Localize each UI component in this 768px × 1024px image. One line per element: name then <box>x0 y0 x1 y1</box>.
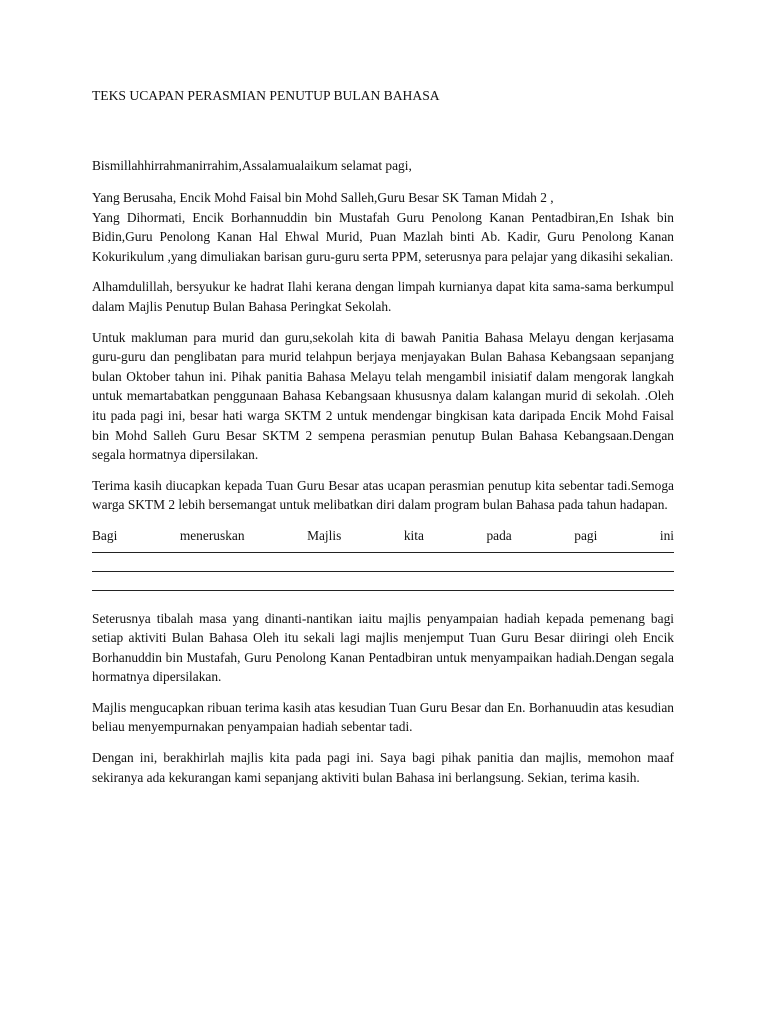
document-title: TEKS UCAPAN PERASMIAN PENUTUP BULAN BAHASA <box>92 88 440 103</box>
paragraph-ribuan: Majlis mengucapkan ribuan terima kasih atas kesudian Tuan Guru Besar dan En. Borhanuudin atas kesudian beliau menyempurnakan penyampaian hadiah sebentar tadi. <box>92 699 674 735</box>
paragraph-alhamdulillah: Alhamdulillah, bersyukur ke hadrat Ilahi kerana dengan limpah kurnianya dapat kita sama-sama berkumpul dalam Majlis Penutup Bulan Bahasa Peringkat Sekolah. <box>92 279 674 314</box>
paragraph-penutup: Dengan ini, berakhirlah majlis kita pada pagi ini. Saya bagi pihak panitia dan majlis, memohon maaf sekiranya ada kekurangan kami sepanjang aktiviti bulan Bahasa ini berlangsung. Sekian, terima kasih. <box>92 750 674 785</box>
closing-section <box>92 609 674 788</box>
lead-word: pada <box>486 527 512 543</box>
lead-word: pagi <box>574 527 598 543</box>
paragraph-seterusnya: Seterusnya tibalah masa yang dinanti-nantikan iaitu majlis penyampaian hadiah kepada pemenang bagi setiap aktiviti Bulan Bahasa Oleh itu sekali lagi majlis menjemput Tuan Guru Besar diiringi oleh Encik Borhanuddin bin Mustafah, Guru Penolong Kanan Pentadbiran untuk menyampaikan hadiah.Dengan segala hormatnya dipersilakan. <box>92 610 674 685</box>
salutation-line-2: Yang Dihormati, Encik Borhannuddin bin Mustafah Guru Penolong Kanan Pentadbiran,En Ishak bin Bidin,Guru Penolong Kanan Hal Ehwal Murid, Puan Mazlah binti Ab. Kadir, Guru Penolong Kanan Kokurikulum ,yang dimuliakan barisan guru-guru serta PPM, seterusnya para pelajar yang dikasihi sekalian. <box>92 209 674 264</box>
lead-sentence <box>92 526 674 546</box>
greeting-line: Bismillahhirrahmanirrahim,Assalamualaikum selamat pagi, <box>92 158 412 173</box>
lead-word: meneruskan <box>179 527 245 543</box>
blank-fill-line <box>92 552 674 553</box>
document-body <box>92 188 674 798</box>
paragraph-terima-kasih: Terima kasih diucapkan kepada Tuan Guru Besar atas ucapan perasmian penutup kita sebentar tadi.Semoga warga SKTM 2 lebih bersemangat untuk melibatkan diri dalam program bulan Bahasa pada tahun hadapan. <box>92 477 674 513</box>
blank-fill-line <box>92 571 674 572</box>
blank-fill-line <box>92 590 674 591</box>
lead-word: ini <box>659 527 674 543</box>
salutation-line-1: Yang Berusaha, Encik Mohd Faisal bin Mohd Salleh,Guru Besar SK Taman Midah 2 , <box>92 190 554 205</box>
lead-word: Majlis <box>307 527 342 543</box>
paragraph-makluman: Untuk makluman para murid dan guru,sekolah kita di bawah Panitia Bahasa Melayu dengan kerjasama guru-guru dan penglibatan para murid telahpun berjaya menjayakan Bulan Bahasa Kebangsaan sepanjang bulan Oktober tahun ini. Pihak panitia Bahasa Melayu telah mengambil inisiatif dalam mengorak langkah untuk memartabatkan penggunaan Bahasa Kebangsaan khususnya dalam kalangan murid di sekolah. .Oleh itu pada pagi ini, besar hati warga SKTM 2 untuk mendengar bingkisan kata daripada Encik Mohd Faisal bin Mohd Salleh Guru Besar SKTM 2 sempena perasmian penutup Bulan Bahasa Kebangsaan.Dengan segala hormatnya dipersilakan. <box>92 329 674 463</box>
lead-word: kita <box>403 527 424 543</box>
lead-word: Bagi <box>92 527 118 543</box>
